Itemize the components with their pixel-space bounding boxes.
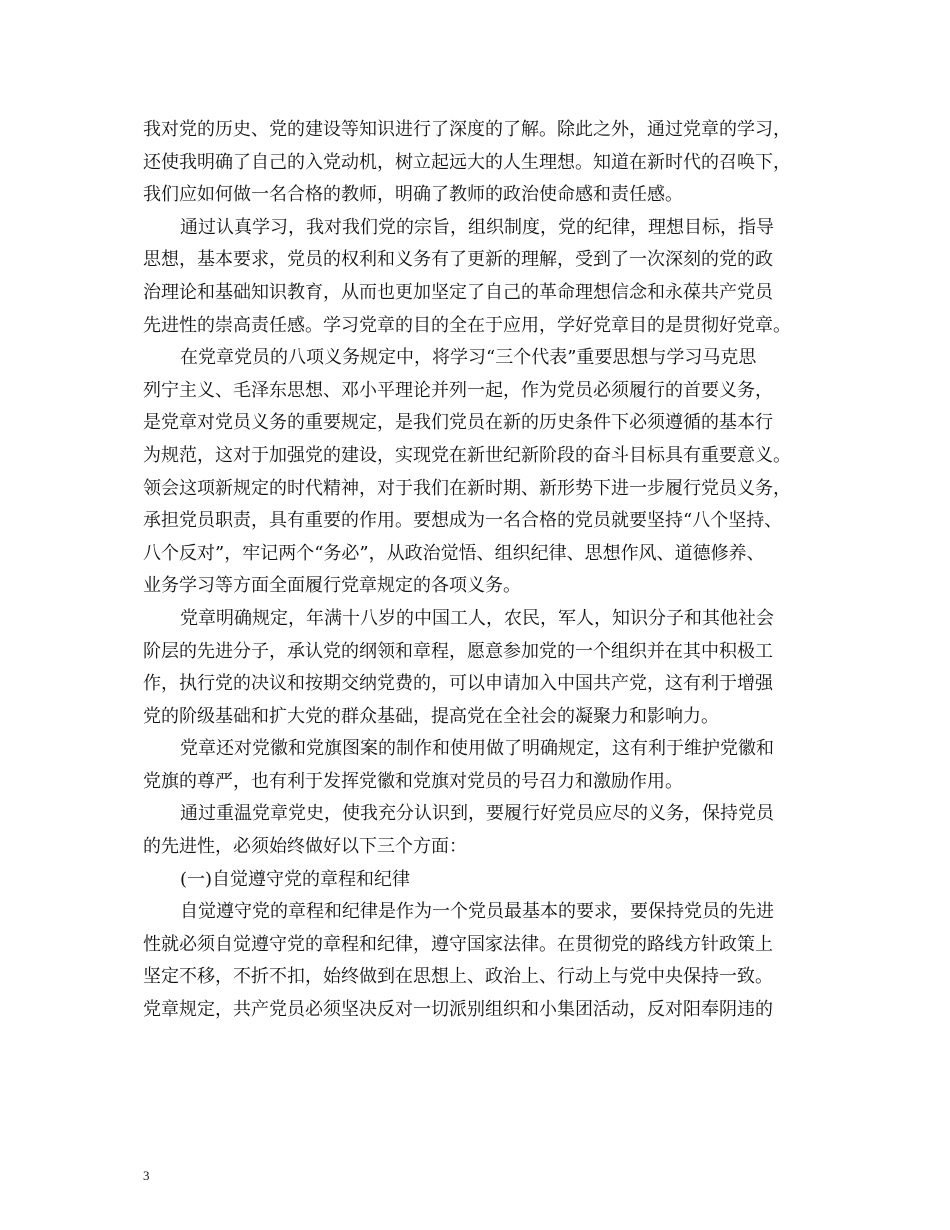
text-line: 党的阶级基础和扩大党的群众基础，提高党在全社会的凝聚力和影响力。 bbox=[143, 705, 719, 727]
paragraph-start-line: 在党章党员的八项义务规定中，将学习“三个代表”重要思想与学习马克思 bbox=[180, 347, 757, 369]
text-line: 先进性的崇高责任感。学习党章的目的全在于应用，学好党章目的是贯彻好党章。 bbox=[143, 314, 791, 336]
paragraph-start-line: 通过认真学习，我对我们党的宗旨，组织制度，党的纪律，理想目标，指导 bbox=[180, 216, 774, 238]
text-line: 业务学习等方面全面履行党章规定的各项义务。 bbox=[143, 575, 521, 597]
text-line: 为规范，这对于加强党的建设，实现党在新世纪新阶段的奋斗目标具有重要意义。 bbox=[143, 444, 791, 466]
text-line: 性就必须自觉遵守党的章程和纪律，遵守国家法律。在贯彻党的路线方针政策上 bbox=[143, 933, 773, 955]
text-line: 作，执行党的决议和按期交纳党费的，可以申请加入中国共产党，这有利于增强 bbox=[143, 673, 773, 695]
document-body bbox=[143, 114, 823, 1027]
text-line: 的先进性，必须始终做好以下三个方面： bbox=[143, 836, 467, 858]
text-line: 承担党员职责，具有重要的作用。要想成为一名合格的党员就要坚持“八个坚持、 bbox=[143, 510, 783, 532]
text-line: 我们应如何做一名合格的教师，明确了教师的政治使命感和责任感。 bbox=[143, 184, 683, 206]
section-heading: (一)自觉遵守党的章程和纪律 bbox=[180, 868, 411, 890]
paragraph-start-line: 党章明确规定，年满十八岁的中国工人，农民，军人，知识分子和其他社会 bbox=[180, 607, 774, 629]
text-line: 治理论和基础知识教育，从而也更加坚定了自己的革命理想信念和永葆共产党员 bbox=[143, 281, 773, 303]
text-line: 八个反对”，牢记两个“务必”，从政治觉悟、组织纪律、思想作风、道德修养、 bbox=[143, 542, 765, 564]
text-line: 党旗的尊严，也有利于发挥党徽和党旗对党员的号召力和激励作用。 bbox=[143, 770, 683, 792]
paragraph-start-line: 通过重温党章党史，使我充分认识到，要履行好党员应尽的义务，保持党员 bbox=[180, 803, 774, 825]
text-line: 是党章对党员义务的重要规定，是我们党员在新的历史条件下必须遵循的基本行 bbox=[143, 412, 773, 434]
text-line: 列宁主义、毛泽东思想、邓小平理论并列一起，作为党员必须履行的首要义务， bbox=[143, 379, 773, 401]
text-line: 还使我明确了自己的入党动机，树立起远大的人生理想。知道在新时代的召唤下， bbox=[143, 151, 791, 173]
text-line: 党章规定，共产党员必须坚决反对一切派别组织和小集团活动，反对阳奉阴违的 bbox=[143, 999, 773, 1021]
paragraph-start-line: 党章还对党徽和党旗图案的制作和使用做了明确规定，这有利于维护党徽和 bbox=[180, 738, 774, 760]
text-line: 领会这项新规定的时代精神，对于我们在新时期、新形势下进一步履行党员义务， bbox=[143, 477, 791, 499]
text-line: 坚定不移，不折不扣，始终做到在思想上、政治上、行动上与党中央保持一致。 bbox=[143, 966, 773, 988]
text-line: 思想，基本要求，党员的权利和义务有了更新的理解，受到了一次深刻的党的政 bbox=[143, 249, 773, 271]
text-line: 我对党的历史、党的建设等知识进行了深度的了解。除此之外，通过党章的学习， bbox=[143, 119, 791, 140]
paragraph-start-line: 自觉遵守党的章程和纪律是作为一个党员最基本的要求，要保持党员的先进 bbox=[180, 901, 774, 923]
page-number: 3 bbox=[143, 1168, 150, 1183]
text-line: 阶层的先进分子，承认党的纲领和章程，愿意参加党的一个组织并在其中积极工 bbox=[143, 640, 773, 662]
